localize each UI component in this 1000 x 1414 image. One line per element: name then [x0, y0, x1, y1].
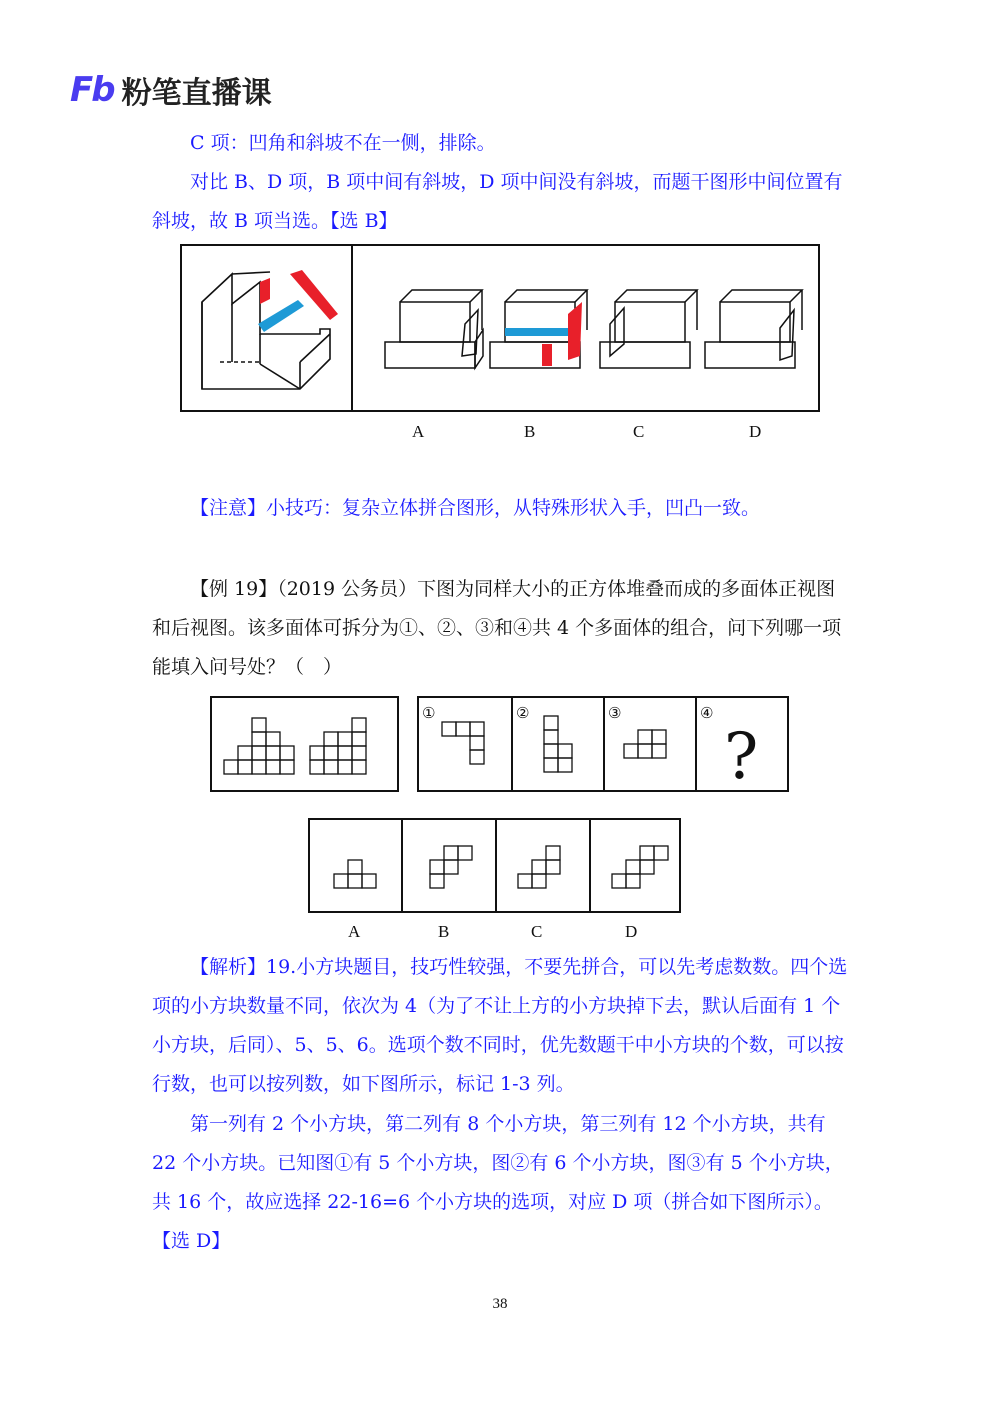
logo-text: 粉笔直播课 [121, 76, 272, 111]
paragraph-option-c: C 项：凹角和斜坡不在一侧，排除。 [190, 132, 496, 154]
option-b-red-small [542, 344, 552, 366]
front-view-cubes [224, 718, 294, 774]
paragraph-compare-bd: 对比 B、D 项，B 项中间有斜坡，D 项中间没有斜坡，而题干图形中间位置有斜坡，故 B 项当选。【选 B】 [152, 171, 843, 232]
part-1-marker: ① [422, 704, 436, 722]
figure-2-label-c: C [531, 922, 543, 941]
question-mark: ? [724, 720, 759, 794]
logo-mark: Fb [70, 70, 114, 110]
figure-1-label-b: B [524, 422, 536, 441]
figure-2-label-a: A [348, 922, 361, 941]
example-19-question: 【例 19】（2019 公务员）下图为同样大小的正方体堆叠而成的多面体正视图和后视图。该多面体可拆分为①、②、③和④共 4 个多面体的组合，问下列哪一项能填入问号处？（ ） [152, 578, 842, 678]
figure-1-label-d: D [749, 422, 762, 441]
option-d-cubes [612, 846, 668, 888]
figure-1-label-a: A [412, 422, 425, 441]
figure-cube-views [210, 696, 790, 794]
analysis-paragraph-1: 【解析】19.小方块题目，技巧性较强，不要先拼合，可以先考虑数数。四个选项的小方块数量不同，依次为 4（为了不让上方的小方块掉下去，默认后面有 1 个小方块，后同）、5、5、6。选项个数不同时，优先数题干中小方块的个数，可以按行数，也可以按列数，如下图所示，标记 1-3 列。 [152, 956, 848, 1095]
stem-red-slope-small [260, 278, 270, 304]
figure-cube-options [308, 818, 682, 914]
option-c-shape [600, 290, 697, 368]
option-b-cubes [430, 846, 472, 888]
part-2-marker: ② [516, 704, 530, 722]
option-d-shape [705, 290, 802, 368]
part-1-cubes [442, 722, 484, 764]
options-frame [309, 819, 680, 912]
figure-2-label-d: D [625, 922, 638, 941]
option-b-red [568, 302, 582, 360]
brand-logo [70, 68, 272, 112]
stem-red-slope [290, 270, 338, 320]
figure-3d-shapes [180, 244, 820, 444]
figure-1-label-c: C [633, 422, 645, 441]
option-a-cubes [334, 860, 376, 888]
part-3-cubes [624, 730, 666, 758]
back-view-cubes [310, 718, 366, 774]
option-b-blue [505, 328, 572, 336]
tip-note: 【注意】小技巧：复杂立体拼合图形，从特殊形状入手，凹凸一致。 [190, 497, 761, 519]
page-number: 38 [492, 1296, 508, 1312]
stem-blue-slope [258, 300, 304, 332]
figure-frame [181, 245, 819, 411]
part-2-cubes [544, 716, 572, 772]
analysis-paragraph-2: 第一列有 2 个小方块，第二列有 8 个小方块，第三列有 12 个小方块，共有 22 个小方块。已知图①有 5 个小方块，图②有 6 个小方块，图③有 5 个小方块，共 16 个，故应选择 22-16=6 个小方块的选项，对应 D 项（拼合如下图所示）。【选 D】 [152, 1113, 844, 1252]
part-3-marker: ③ [608, 704, 622, 722]
views-frame [211, 697, 398, 791]
part-4-marker: ④ [700, 704, 714, 722]
option-c-cubes [518, 846, 560, 888]
option-a-shape [385, 290, 483, 368]
figure-2-label-b: B [438, 922, 450, 941]
